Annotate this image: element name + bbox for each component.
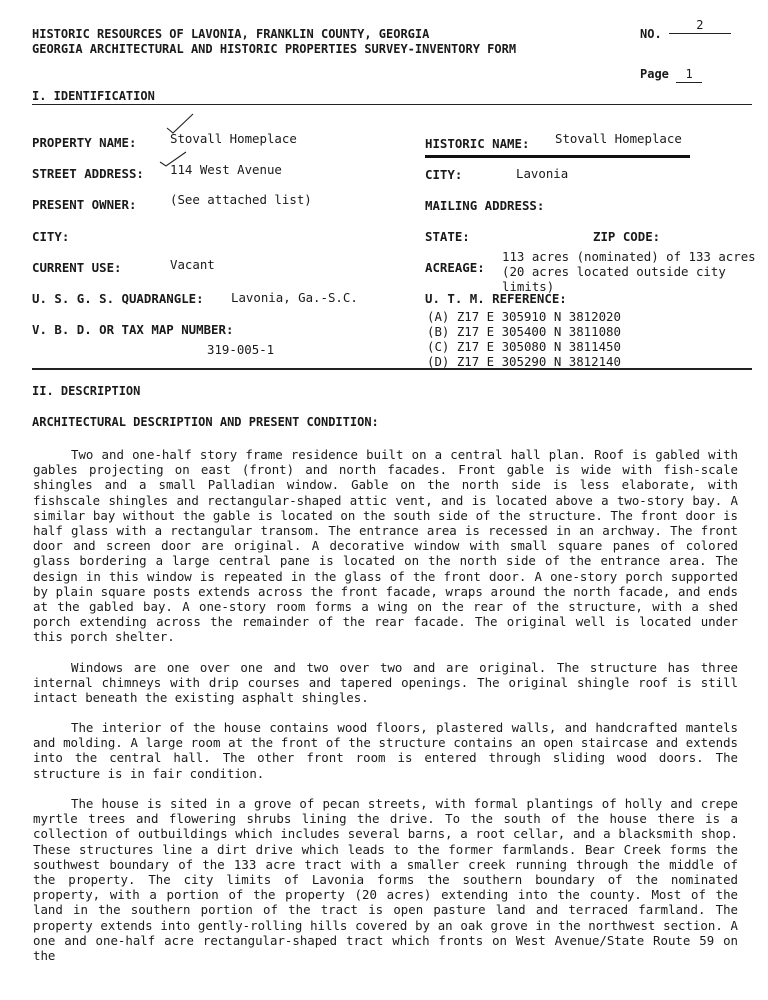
utm-entry: (B) Z17 E 305400 N 3811080 <box>427 324 621 339</box>
architectural-description-heading: ARCHITECTURAL DESCRIPTION AND PRESENT CONDITION: <box>32 415 379 429</box>
usgs-quadrangle-label: U. S. G. S. QUADRANGLE: <box>32 291 204 306</box>
street-address-value: 114 West Avenue <box>170 162 282 177</box>
acreage-line: limits) <box>502 279 555 294</box>
page-number-label: Page <box>640 67 669 81</box>
section-description-title: II. DESCRIPTION <box>32 384 141 398</box>
acreage-line: (20 acres located outside city <box>502 264 726 279</box>
form-number-label: NO. <box>640 27 662 41</box>
description-paragraph: Windows are one over one and two over two and are original. The structure has three internal chimneys with drip courses and tapered openings. The original shingle roof is still intact beneath the existing asphalt shingles. <box>33 660 738 706</box>
current-use-label: CURRENT USE: <box>32 260 122 275</box>
acreage-line: 113 acres (nominated) of 133 acres <box>502 249 756 264</box>
page-number-value: 1 <box>676 67 702 83</box>
utm-entry: (D) Z17 E 305290 N 3812140 <box>427 354 621 369</box>
present-owner-label: PRESENT OWNER: <box>32 197 137 212</box>
utm-entry: (A) Z17 E 305910 N 3812020 <box>427 309 621 324</box>
page-number <box>640 67 702 83</box>
utm-reference-label: U. T. M. REFERENCE: <box>425 291 567 306</box>
city-label-left: CITY: <box>32 229 70 244</box>
mailing-address-label: MAILING ADDRESS: <box>425 198 545 213</box>
city-value: Lavonia <box>516 166 569 181</box>
section-identification-title: I. IDENTIFICATION <box>32 89 155 103</box>
tax-map-value: 319-005-1 <box>207 342 275 357</box>
tax-map-label: V. B. D. OR TAX MAP NUMBER: <box>32 322 234 337</box>
city-label-right: CITY: <box>425 167 463 182</box>
property-name-label: PROPERTY NAME: <box>32 135 137 150</box>
zip-code-label: ZIP CODE: <box>593 229 661 244</box>
current-use-value: Vacant <box>170 257 215 272</box>
description-paragraph: The interior of the house contains wood floors, plastered walls, and handcrafted mantels and molding. A large room at the front of the structure contains an open staircase and extends into the central hall. The other front room is entered through sliding wood doors. The structure is in fair condition. <box>33 720 738 781</box>
form-number <box>640 18 731 43</box>
acreage-label: ACREAGE: <box>425 260 485 275</box>
description-paragraph: The house is sited in a grove of pecan streets, with formal plantings of holly and crepe myrtle trees and flowering shrubs lining the drive. To the south of the house there is a collection of outbuildings which includes several barns, a root cellar, and a blacksmith shop. These structures line a dirt drive which leads to the former farmlands. Bear Creek forms the southwest boundary of the 133 acre tract with a smaller creek running through the middle of the property. The city limits of Lavonia forms the southern boundary of the nominated property, with a portion of the property (20 acres) extending into the county. Most of the land in the southern portion of the tract is open pasture land and terraced farmland. The property extends into gently-rolling hills covered by an oak grove in the northwest section. A one and one-half acre rectangular-shaped tract which fronts on West Avenue/State Route 59 on the <box>33 796 738 964</box>
street-address-label: STREET ADDRESS: <box>32 166 144 181</box>
utm-reference-list <box>427 309 621 369</box>
form-header-line2: GEORGIA ARCHITECTURAL AND HISTORIC PROPERTIES SURVEY-INVENTORY FORM <box>32 42 517 56</box>
historic-name-underline <box>425 155 690 158</box>
section-divider <box>32 368 752 370</box>
property-name-value: Stovall Homeplace <box>170 131 297 146</box>
description-paragraph: Two and one-half story frame residence built on a central hall plan. Roof is gabled with gables projecting on east (front) and north facades. Front gable is wide with fish-scale shingles and a small Palladian window. Gable on the north side is less elaborate, with fishscale shingles and rectangular-shaped attic vent, and is located above a two-story bay. A similar bay without the gable is located on the south side of the structure. The front door is half glass with a rectangular transom. The entrance area is recessed in an archway. The front door and screen door are original. A decorative window with small square panes of colored glass bordering a large central pane is located on the north side of the entrance area. The design in this window is repeated in the glass of the front door. A one-story porch supported by plain square posts extends across the front facade, wraps around the north facade, and ends at the gabled bay. A one-story room forms a wing on the rear of the structure, with a shed porch extending across the remainder of the rear facade. The original well is located under this porch shelter. <box>33 447 738 645</box>
historic-name-label: HISTORIC NAME: <box>425 136 530 151</box>
acreage-value <box>502 249 756 294</box>
historic-name-value: Stovall Homeplace <box>555 131 682 146</box>
form-header-line1: HISTORIC RESOURCES OF LAVONIA, FRANKLIN COUNTY, GEORGIA <box>32 27 430 41</box>
state-label: STATE: <box>425 229 470 244</box>
form-number-value: 2 <box>669 18 731 34</box>
section-divider <box>32 104 752 105</box>
utm-entry: (C) Z17 E 305080 N 3811450 <box>427 339 621 354</box>
present-owner-value: (See attached list) <box>170 192 312 207</box>
usgs-quadrangle-value: Lavonia, Ga.-S.C. <box>231 290 358 305</box>
